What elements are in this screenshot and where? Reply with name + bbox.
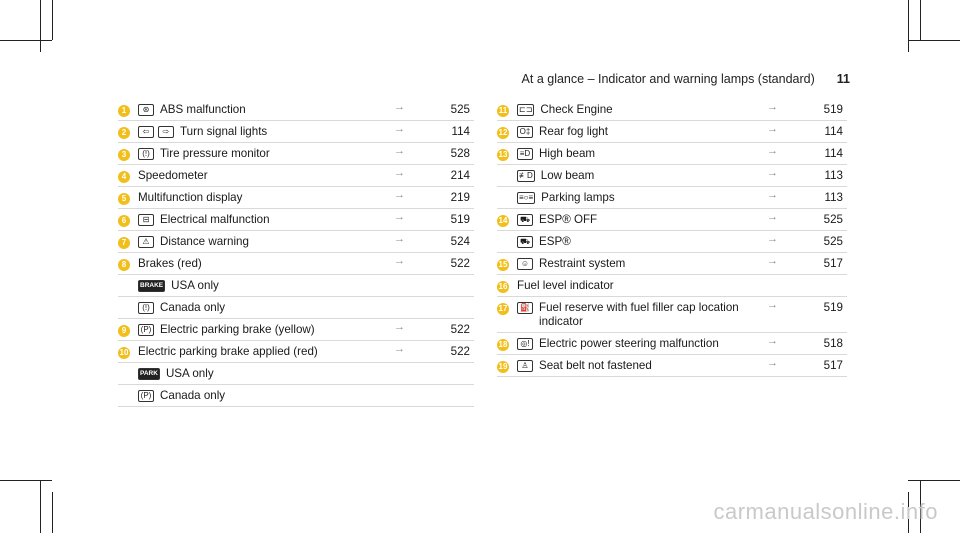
item-number-cell [497, 333, 517, 351]
turn-right-icon: ⇨ [158, 126, 174, 138]
item-label: Canada only [160, 301, 226, 314]
crop-mark [40, 0, 41, 52]
page-reference-arrow: → [394, 123, 405, 135]
item-number-cell [497, 275, 517, 293]
list-item [118, 165, 474, 187]
page-reference-link [803, 275, 847, 279]
item-number-badge: 12 [498, 128, 508, 137]
item-text [517, 275, 767, 296]
list-item [118, 385, 474, 407]
low-beam-icon: ≢D [519, 171, 533, 180]
page-reference-link[interactable]: 522 [450, 323, 470, 336]
crop-mark [52, 0, 53, 40]
item-number-badge: 10 [119, 348, 129, 357]
crop-mark [52, 492, 53, 533]
item-number-badge: 18 [498, 340, 508, 349]
item-number-badge: 7 [118, 237, 130, 249]
right-column [497, 99, 847, 377]
item-number-cell [118, 341, 138, 359]
list-item [118, 363, 474, 385]
item-label: Turn signal lights [180, 125, 268, 138]
page-reference-arrow: → [767, 145, 778, 157]
item-text [138, 165, 394, 186]
page-reference-link [430, 363, 474, 367]
section-title: At a glance – Indicator and warning lamps (standard) [521, 72, 815, 86]
item-label: Multifunction display [138, 191, 243, 204]
page-reference-arrow [394, 297, 430, 298]
item-label: Parking lamps [541, 191, 615, 204]
list-item [497, 355, 847, 377]
item-number-cell [118, 385, 138, 389]
page-reference-arrow: → [767, 123, 778, 135]
item-text [517, 187, 767, 208]
item-label: Restraint system [539, 257, 626, 270]
page-reference-arrow: → [394, 321, 405, 333]
page-reference-link[interactable]: 114 [451, 125, 470, 138]
crop-mark [908, 0, 909, 52]
page-reference-link[interactable]: 522 [450, 257, 470, 270]
page-reference-link[interactable]: 219 [450, 191, 470, 204]
item-number-cell [497, 355, 517, 373]
page-reference-link[interactable]: 522 [450, 345, 470, 358]
list-item [118, 319, 474, 341]
page-reference-link[interactable]: 517 [823, 257, 843, 270]
crop-mark [0, 40, 52, 41]
item-number-cell [497, 209, 517, 227]
check-engine-icon: ⊏⊐ [519, 105, 533, 114]
item-text [517, 209, 767, 230]
item-label: Rear fog light [539, 125, 608, 138]
item-number-cell [118, 363, 138, 367]
item-text [138, 275, 394, 296]
item-text [517, 297, 767, 332]
page-reference-link[interactable]: 525 [823, 235, 843, 248]
item-label: ESP® OFF [539, 213, 598, 226]
list-item [497, 209, 847, 231]
list-item [118, 275, 474, 297]
item-label: Fuel reserve with fuel filler cap location indicator [539, 301, 739, 328]
page-reference-link [430, 297, 474, 301]
list-item [118, 143, 474, 165]
crop-mark [908, 480, 960, 481]
item-number-badge: 15 [498, 260, 508, 269]
list-item [118, 209, 474, 231]
page-reference-link[interactable]: 113 [824, 191, 843, 204]
watermark: carmanualsonline.info [713, 499, 938, 524]
item-label: Check Engine [540, 103, 613, 116]
abs-icon: ⊛ [138, 104, 154, 116]
list-item [497, 143, 847, 165]
page-reference-link[interactable]: 524 [450, 235, 470, 248]
rear-fog-light-icon: O‡ [517, 126, 533, 138]
page-reference-arrow: → [394, 255, 405, 267]
esp-icon: ⛟ [517, 236, 533, 248]
item-number-badge: 6 [118, 215, 130, 227]
item-text [138, 253, 394, 274]
list-item [118, 231, 474, 253]
page-reference-arrow: → [394, 343, 405, 355]
page-reference-arrow: → [767, 255, 778, 267]
item-label: Seat belt not fastened [539, 359, 652, 372]
item-number-badge: 13 [498, 150, 508, 159]
item-number-badge: 14 [498, 216, 508, 225]
item-number-cell [118, 319, 138, 337]
turn-left-icon: ⇦ [138, 126, 154, 138]
item-label: Tire pressure monitor [160, 147, 270, 160]
list-item [118, 253, 474, 275]
item-text [138, 187, 394, 208]
page-reference-arrow [394, 363, 430, 364]
parking-lamps-icon: ≡○≡ [519, 193, 534, 202]
item-text [517, 333, 767, 354]
item-number-cell [118, 297, 138, 301]
list-item [118, 341, 474, 363]
item-number-badge: 2 [118, 127, 130, 139]
left-column [118, 99, 474, 407]
list-item [118, 99, 474, 121]
item-number-cell [118, 99, 138, 117]
item-number-badge: 19 [498, 362, 508, 371]
page-reference-link[interactable]: 525 [823, 213, 843, 226]
page-reference-link [430, 385, 474, 389]
item-text [138, 121, 394, 142]
page-reference-arrow: → [394, 233, 405, 245]
list-item [497, 253, 847, 275]
list-item [497, 121, 847, 143]
page-reference-arrow: → [394, 189, 405, 201]
list-item [497, 165, 847, 187]
item-number-badge: 3 [118, 149, 130, 161]
item-text [138, 341, 394, 362]
page-reference-link[interactable]: 525 [450, 103, 470, 116]
item-text [517, 231, 767, 252]
page-reference-link[interactable]: 517 [823, 359, 843, 372]
item-number-cell [118, 143, 138, 161]
item-label: USA only [171, 279, 219, 292]
item-text [517, 143, 767, 164]
item-label: High beam [539, 147, 596, 160]
item-number-cell [497, 187, 517, 191]
page-reference-arrow: → [767, 101, 778, 113]
page-reference-arrow: → [394, 167, 405, 179]
item-text [138, 319, 394, 340]
list-item [118, 297, 474, 319]
battery-icon: ⊟ [138, 214, 154, 226]
fuel-reserve-icon: ⛽ [517, 302, 533, 314]
item-label: USA only [165, 367, 214, 380]
item-number-badge: 17 [498, 304, 508, 313]
page-reference-arrow: → [394, 101, 405, 113]
list-item [497, 231, 847, 253]
list-item [497, 297, 847, 333]
crop-mark [920, 0, 921, 40]
item-number-badge: 11 [498, 106, 508, 115]
item-text [517, 165, 767, 186]
list-item [497, 275, 847, 297]
page-reference-link[interactable]: 519 [823, 103, 843, 116]
seat-belt-icon: ♙ [517, 360, 533, 372]
item-number-cell [497, 165, 517, 169]
item-label: ESP® [539, 235, 571, 248]
restraint-system-icon: ☺ [517, 258, 533, 270]
page-reference-arrow: → [767, 167, 778, 179]
item-text [517, 253, 767, 274]
brake-canada-icon: (!) [138, 302, 154, 314]
list-item [497, 333, 847, 355]
park-canada-icon: (P) [138, 390, 154, 402]
item-number-cell [497, 253, 517, 271]
item-label: Electrical malfunction [160, 213, 270, 226]
page-reference-arrow: → [767, 335, 778, 347]
page-reference-link[interactable]: 528 [450, 147, 470, 160]
item-text [517, 355, 767, 376]
item-text [138, 99, 394, 120]
page-reference-link[interactable]: 214 [450, 169, 470, 182]
item-label: Brakes (red) [138, 257, 202, 270]
item-text [138, 231, 394, 252]
page-number: 11 [836, 72, 850, 86]
item-number-cell [497, 297, 517, 315]
item-text [138, 385, 394, 406]
crop-mark [0, 480, 52, 481]
page-reference-arrow [767, 275, 803, 276]
item-label: Canada only [160, 389, 226, 402]
list-item [497, 187, 847, 209]
item-number-badge: 1 [118, 105, 130, 117]
item-number-badge: 5 [118, 193, 130, 205]
park-usa-icon: PARK [138, 368, 160, 380]
item-number-cell [118, 231, 138, 249]
item-number-cell [497, 143, 517, 161]
distance-warning-icon: ⚠ [138, 236, 154, 248]
page-reference-arrow: → [394, 145, 405, 157]
item-number-badge: 16 [498, 282, 508, 291]
item-label: Fuel level indicator [517, 279, 614, 292]
page-reference-link[interactable]: 114 [824, 147, 843, 160]
page-header [522, 72, 850, 86]
item-number-cell [118, 275, 138, 279]
item-label: Low beam [540, 169, 595, 182]
item-text [138, 143, 394, 164]
crop-mark [40, 480, 41, 533]
item-number-cell [118, 187, 138, 205]
item-number-badge: 4 [118, 171, 130, 183]
tire-pressure-icon: (!) [138, 148, 154, 160]
list-item [497, 99, 847, 121]
item-number-badge: 9 [118, 325, 130, 337]
item-label: ABS malfunction [160, 103, 246, 116]
item-number-cell [118, 121, 138, 139]
item-number-cell [118, 253, 138, 271]
item-number-cell [497, 121, 517, 139]
page-reference-link[interactable]: 518 [823, 337, 843, 350]
item-number-cell [118, 165, 138, 183]
page-reference-link[interactable]: 113 [824, 169, 843, 182]
item-number-cell [118, 209, 138, 227]
list-item [118, 121, 474, 143]
item-label: Electric parking brake applied (red) [138, 345, 318, 358]
power-steering-icon: ◎! [517, 338, 533, 350]
page-reference-arrow [394, 275, 430, 276]
page-reference-arrow: → [394, 211, 405, 223]
item-text [138, 297, 394, 318]
list-item [118, 187, 474, 209]
item-number-cell [497, 99, 517, 117]
high-beam-icon: ≡D [517, 148, 533, 160]
item-label: Distance warning [160, 235, 249, 248]
item-number-badge: 8 [118, 259, 130, 271]
page-reference-link[interactable]: 114 [824, 125, 843, 138]
item-label: Electric parking brake (yellow) [160, 323, 315, 336]
item-text [517, 99, 767, 120]
item-text [138, 363, 394, 384]
page-reference-link [430, 275, 474, 279]
page-reference-link[interactable]: 519 [823, 301, 843, 314]
page-reference-arrow: → [767, 299, 778, 311]
brake-usa-icon: BRAKE [138, 280, 165, 292]
page-reference-arrow [394, 385, 430, 386]
item-text [517, 121, 767, 142]
esp-off-icon: ⛟ [517, 214, 533, 226]
item-text [138, 209, 394, 230]
item-number-cell [497, 231, 517, 235]
page-reference-arrow: → [767, 233, 778, 245]
parking-brake-icon: (P) [138, 324, 154, 336]
crop-mark [908, 40, 960, 41]
item-label: Electric power steering malfunction [539, 337, 719, 350]
item-label: Speedometer [138, 169, 208, 182]
page-reference-arrow: → [767, 211, 778, 223]
page-reference-arrow: → [767, 357, 778, 369]
page-reference-arrow: → [767, 189, 778, 201]
page-reference-link[interactable]: 519 [450, 213, 470, 226]
